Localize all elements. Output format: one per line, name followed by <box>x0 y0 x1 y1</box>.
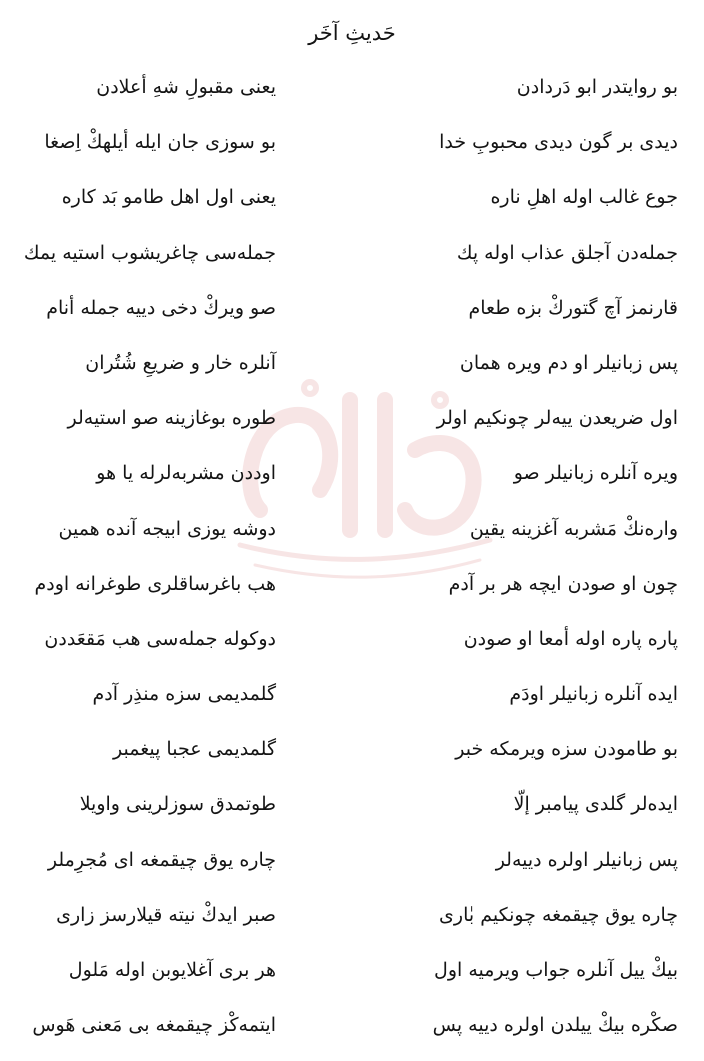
hemistich-second: هب باغرساقلری طوغرانه اودم <box>34 572 276 595</box>
hemistich-second: دوشه یوزی ابیجه آنده همین <box>58 517 276 540</box>
hemistich-first: بو روایتدر ابو دَردادن <box>516 76 678 98</box>
hemistich-second: یعنی مقبولِ شهِ أعلادن <box>96 76 276 98</box>
couplet-row <box>0 841 704 896</box>
hemistich-first: بو طامودن سزه ویرمکه خبر <box>455 738 678 761</box>
hemistich-second: اوددن مشربەلرله یا هو <box>96 462 276 485</box>
hemistich-first: چون او صودن ایچه هر بر آدم <box>448 572 678 595</box>
hemistich-second: چاره یوق چیقمغه ای مُجرِملر <box>47 848 276 871</box>
hemistich-second: بو سوزی جان ایله أیلهكْ اِصغا <box>44 131 276 154</box>
couplet-row <box>0 896 704 951</box>
hemistich-first: اول ضریعدن ییەلر چونکیم اولر <box>436 407 678 430</box>
couplet-row <box>0 1006 704 1061</box>
hemistich-first: پاره پاره اوله أمعا او صودن <box>463 627 678 650</box>
hemistich-first: ایده آنلره زبانیلر اودَم <box>509 683 678 706</box>
hemistich-second: یعنی اول اهل طامو بَد کاره <box>61 186 276 209</box>
hemistich-first: قارنمز آچ گتوركْ بزه طعام <box>468 296 678 319</box>
hemistich-first: وارەنكْ مَشربه آغزینه یقین <box>469 517 678 540</box>
hemistich-first: جملەدن آجلق عذاب اوله پك <box>456 241 678 264</box>
couplet-row <box>0 620 704 675</box>
hemistich-second: دوکوله جملەسی هب مَقعَددن <box>44 627 276 650</box>
hemistich-first: جوع غالب اوله اهلِ ناره <box>490 186 678 209</box>
couplet-row <box>0 123 704 178</box>
hemistich-second: ایتمەكْز چیقمغه بی مَعنی هَوس <box>32 1014 276 1037</box>
hemistich-first: چاره یوق چیقمغه چونکیم بٰاری <box>439 903 678 926</box>
couplet-row <box>0 178 704 233</box>
couplet-row <box>0 289 704 344</box>
couplet-row <box>0 785 704 840</box>
hemistich-second: طوره بوغازینه صو استیەلر <box>67 407 276 430</box>
hemistich-first: بیكْ ییل آنلره جواب ویرمیه اول <box>434 959 678 981</box>
hemistich-second: جملەسی چاغریشوب استیه یمك <box>23 241 276 264</box>
couplet-row <box>0 454 704 509</box>
hemistich-second: آنلره خار و ضریعِ شُتُران <box>85 351 276 374</box>
couplet-row <box>0 675 704 730</box>
hemistich-second: گلمدیمی سزه منذِر آدم <box>92 683 276 706</box>
couplet-row <box>0 234 704 289</box>
hemistich-second: گلمدیمی عجبا پیغمبر <box>113 738 276 761</box>
couplet-row <box>0 565 704 620</box>
hemistich-first: ویره آنلره زبانیلر صو <box>513 462 678 485</box>
hemistich-second: صبر ایدكْ نیته قیلارسز زاری <box>56 903 276 926</box>
poem <box>0 68 704 1061</box>
hemistich-second: طوتمدق سوزلرینی واویلا <box>79 793 276 816</box>
couplet-row <box>0 399 704 454</box>
hemistich-first: ایدەلر گلدی پیامبر إلّا <box>513 793 678 816</box>
hemistich-second: صو ویركْ دخی دییه جمله أنام <box>46 296 276 319</box>
hemistich-first: دیدی بر گون دیدی محبوبِ خدا <box>439 131 678 154</box>
couplet-row <box>0 344 704 399</box>
hemistich-first: صكْره بیكْ ییلدن اولره دییه پس <box>432 1014 678 1037</box>
hemistich-first: پس زبانیلر اولره دییەلر <box>495 848 678 871</box>
couplet-row <box>0 951 704 1006</box>
couplet-row <box>0 68 704 123</box>
hemistich-first: پس زبانیلر او دم ویره همان <box>459 351 678 374</box>
page-title: حَدیثِ آخَر <box>308 21 396 45</box>
couplet-row <box>0 730 704 785</box>
hemistich-second: هر بری آغلایوبن اوله مَلول <box>68 959 276 981</box>
couplet-row <box>0 510 704 565</box>
